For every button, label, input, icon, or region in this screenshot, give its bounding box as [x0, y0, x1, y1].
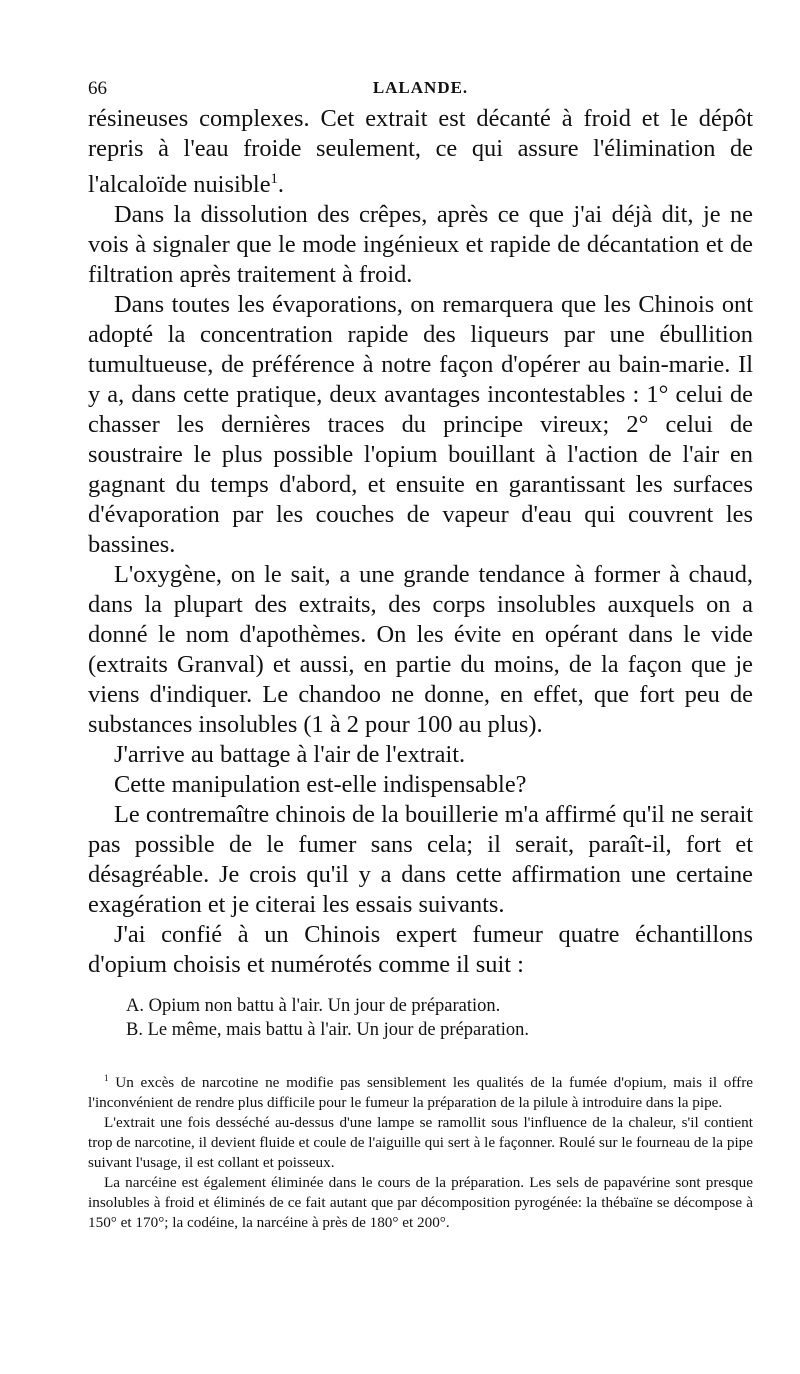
footnote-ref-1: 1: [270, 171, 278, 187]
footnote-1-text: Un excès de narcotine ne modifie pas sensiblement les qualités de la fumée d'opium, mais il offre l'inconvénient de rendre plus difficile pour le fumeur la préparation de la pilule à introduire dans la pipe.: [88, 1074, 754, 1112]
paragraph-1: [88, 104, 753, 200]
paragraph-2: Dans la dissolution des crêpes, après ce que j'ai déjà dit, je ne vois à signaler que le mode ingénieux et rapide de décantation et de filtration après traitement à froid.: [88, 201, 753, 289]
sample-list: [88, 994, 753, 1042]
body-text: [88, 104, 753, 980]
footnote-3: La narcéine est également éliminée dans le cours de la préparation. Les sels de papavérine sont presque insolubles à froid et éliminés de ce fait autant que par décomposition pyrogénée: la thébaïne se décompose à 150° et 170°; la codéine, la narcéine à près de 180° et 200°.: [88, 1174, 753, 1232]
running-head: [88, 70, 753, 100]
running-title: LALANDE.: [372, 78, 469, 97]
page-number: 66: [88, 78, 107, 99]
paragraph-1-text: résineuses complexes. Cet extrait est décanté à froid et le dépôt repris à l'eau froide seulement, ce qui assure l'élimination de l'alcaloïde nuisible: [88, 105, 753, 199]
list-item: B. Le même, mais battu à l'air. Un jour de préparation.: [126, 1020, 530, 1041]
paragraph-3: Dans toutes les évaporations, on remarquera que les Chinois ont adopté la concentration rapide des liqueurs par une ébullition tumultueuse, de préférence à notre façon d'opérer au bain-marie. Il y a, dans cette pratique, deux avantages incontestables : 1° celui de chasser les dernières traces du principe vireux; 2° celui de soustraire le plus possible l'opium bouillant à l'action de l'air en gagnant du temps d'abord, et ensuite en garantissant les surfaces d'évaporation par les couches de vapeur d'eau qui couvrent les bassines.: [88, 291, 753, 559]
list-item: A. Opium non battu à l'air. Un jour de préparation.: [126, 996, 501, 1017]
footnote-mark-1: 1: [104, 1073, 109, 1084]
footnotes: [88, 1068, 753, 1233]
paragraph-5: J'arrive au battage à l'air de l'extrait.: [114, 741, 466, 769]
footnote-1: [88, 1068, 753, 1113]
page: [88, 70, 753, 1233]
paragraph-6: Cette manipulation est-elle indispensable?: [114, 771, 527, 799]
paragraph-7: Le contremaître chinois de la bouillerie m'a affirmé qu'il ne serait pas possible de le fumer sans cela; il serait, paraît-il, fort et désagréable. Je crois qu'il y a dans cette affirmation une certaine exagération et je citerai les essais suivants.: [88, 801, 753, 919]
paragraph-8: J'ai confié à un Chinois expert fumeur quatre échantillons d'opium choisis et numérotés comme il suit :: [88, 921, 753, 979]
footnote-2: L'extrait une fois desséché au-dessus d'une lampe se ramollit sous l'influence de la chaleur, s'il contient trop de narcotine, il devient fluide et coule de l'aiguille qui sert à le façonner. Roulé sur le fourneau de la pipe suivant l'usage, il est collant et poisseux.: [88, 1114, 753, 1172]
paragraph-1-end: .: [277, 171, 284, 199]
paragraph-4: L'oxygène, on le sait, a une grande tendance à former à chaud, dans la plupart des extraits, des corps insolubles auxquels on a donné le nom d'apothèmes. On les évite en opérant dans le vide (extraits Granval) et aussi, en partie du moins, de la façon que je viens d'indiquer. Le chandoo ne donne, en effet, que fort peu de substances insolubles (1 à 2 pour 100 au plus).: [88, 561, 753, 739]
